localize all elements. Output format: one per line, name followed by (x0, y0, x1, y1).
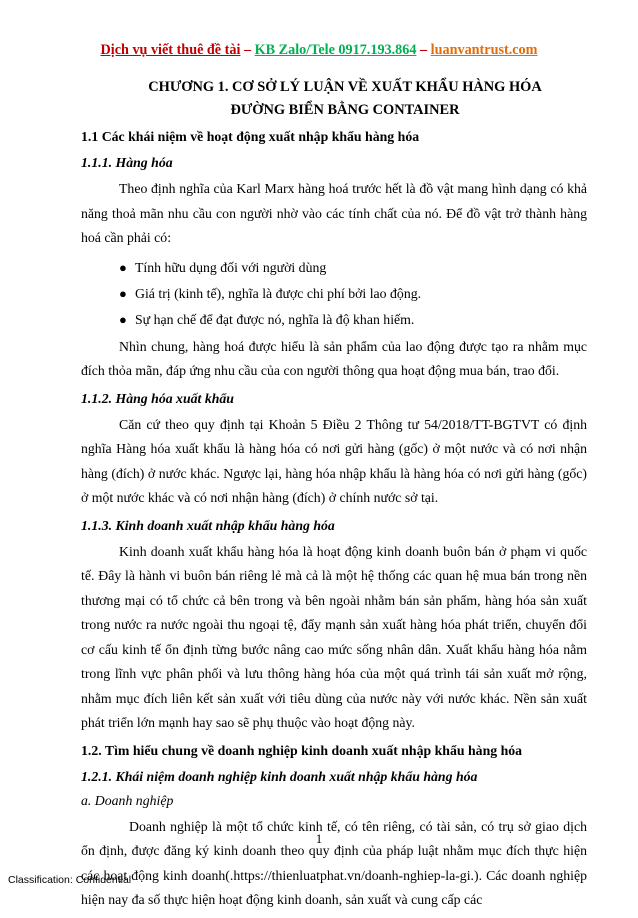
paragraph-export-business: Kinh doanh xuất khẩu hàng hóa là hoạt động kinh doanh buôn bán ở phạm vi quốc tế. Đây là hành vi buôn bán riêng lẻ mà cả là một hệ thống các quan hệ mua bán trong nền thương mại có tổ chức cả bên trong và bên ngoài nhằm bán sản phẩm, hàng hóa sản xuất trong nước ra nước ngoài thu ngoại tệ, đẩy mạnh sản xuất hàng hóa phát triển, chuyển đổi cơ cấu kinh tế ổn định từng bước nâng cao mức sống nhân dân. Xuất khẩu hàng hóa nằm trong lĩnh vực phân phối và lưu thông hàng hóa của một quá trình tái sản xuất mở rộng, nhằm mục đích liên kết sản xuất với tiêu dùng của nước này với nước khác. Nền sản xuất phát triển lớn mạnh hay sao sẽ phụ thuộc vào hoạt động này. (81, 543, 587, 730)
chapter-title-line-2: ĐƯỜNG BIỂN BẰNG CONTAINER (230, 102, 460, 118)
chapter-title-line-1: CHƯƠNG 1. CƠ SỞ LÝ LUẬN VỀ XUẤT KHẨU HÀNG HÓA (148, 79, 542, 95)
paragraph-goods-summary: Nhìn chung, hàng hoá được hiểu là sản phẩm của lao động được tạo ra nhằm mục đích thỏa mãn, đáp ứng nhu cầu của con người thông qua hoạt động mua bán, trao đổi. (81, 338, 587, 378)
list-item: ● Tính hữu dụng đối với người dùng (81, 256, 587, 279)
list-item: ● Giá trị (kinh tế), nghĩa là được chi phí bởi lao động. (81, 282, 587, 305)
bullet-icon: ● (119, 259, 127, 275)
page-number: 1 (315, 832, 323, 846)
bullet-list (81, 256, 587, 331)
subheading-a: a. Doanh nghiệp (81, 792, 174, 808)
heading-1-1-3: 1.1.3. Kinh doanh xuất nhập khẩu hàng hóa (81, 517, 335, 533)
paragraph-goods-definition: Theo định nghĩa của Karl Marx hàng hoá trước hết là đồ vật mang hình dạng có khả năng thoả mãn nhu cầu con người nhờ vào các tính chất của nó. Để đồ vật trở thành hàng hoá cần phải có: (81, 181, 587, 245)
page-header (0, 42, 638, 59)
heading-1-1: 1.1 Các khái niệm về hoạt động xuất nhập khẩu hàng hóa (81, 129, 420, 144)
header-website-link[interactable]: luanvantrust.com (430, 42, 538, 58)
paragraph-export-goods: Căn cứ theo quy định tại Khoản 5 Điều 2 Thông tư 54/2018/TT-BGTVT có định nghĩa Hàng hóa xuất khẩu là hàng hóa có nơi gửi hàng (gốc) ở một nước và có nơi nhận hàng (đích) ở nước khác. Ngược lại, hàng hóa nhập khẩu là hàng hóa có nơi gửi hàng (gốc) ở một nước khác và có nơi nhận hàng (đích) ở chính nước sở tại. (81, 416, 587, 505)
heading-1-1-2: 1.1.2. Hàng hóa xuất khẩu (81, 390, 234, 406)
header-separator: – (416, 42, 431, 58)
header-separator: – (240, 42, 255, 58)
bullet-icon: ● (119, 285, 127, 301)
bullet-icon: ● (119, 311, 127, 327)
classification-footer: Classification: Confidential (8, 874, 132, 886)
heading-1-2: 1.2. Tìm hiểu chung về doanh nghiệp kinh doanh xuất nhập khẩu hàng hóa (81, 742, 523, 758)
heading-1-1-1: 1.1.1. Hàng hóa (81, 155, 173, 170)
page-content (81, 76, 587, 918)
header-service-text: Dịch vụ viết thuê đề tài (100, 42, 241, 58)
chapter-title (81, 76, 587, 122)
header-contact-link[interactable]: KB Zalo/Tele 0917.193.864 (254, 42, 417, 58)
list-item: ● Sự hạn chế để đạt được nó, nghĩa là độ khan hiếm. (81, 308, 587, 331)
paragraph-enterprise-definition: Doanh nghiệp là một tổ chức kinh tế, có tên riêng, có tài sản, có trụ sở giao dịch ổn định, được đăng ký kinh doanh theo quy định của pháp luật nhằm mục đích thực hiện các hoạt động kinh doanh(.https://thienluatphat.vn/doanh-nghiep-la-gi.). Các doanh nghiệp hiện nay đa số thực hiện hoạt động kinh doanh, sản xuất và cung cấp các (81, 818, 587, 907)
heading-1-2-1: 1.2.1. Khái niệm doanh nghiệp kinh doanh xuất nhập khẩu hàng hóa (81, 768, 478, 784)
